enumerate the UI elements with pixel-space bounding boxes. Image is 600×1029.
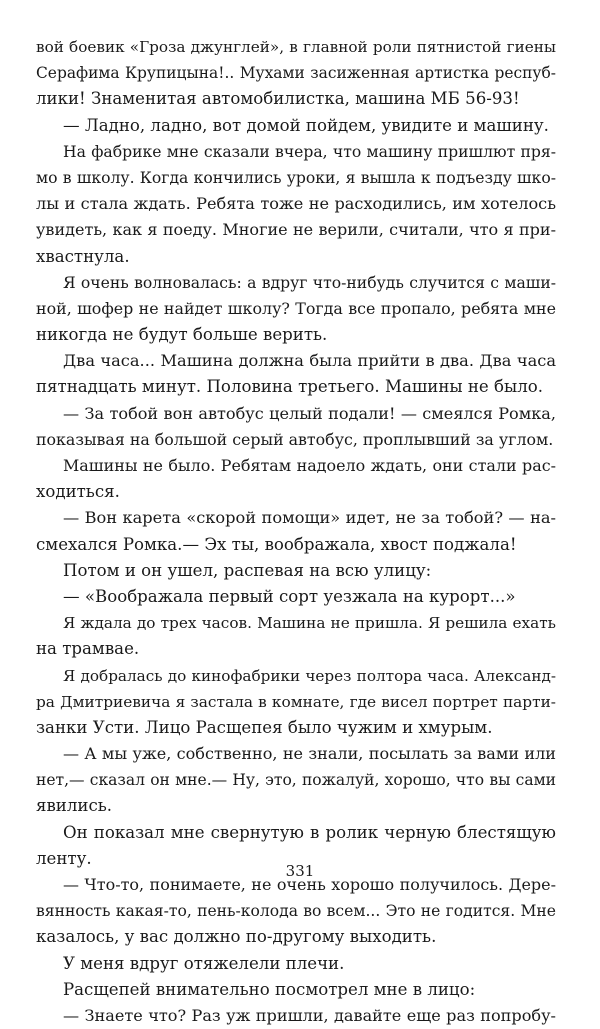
text-line: — «Воображала первый сорт уезжала на курорт...»	[63, 586, 516, 606]
text-line: никогда не будут больше верить.	[36, 325, 328, 345]
text-line: на трамвае.	[36, 639, 140, 659]
text-line: Он показал мне свернутую в ролик черную блестящую	[63, 822, 556, 842]
text-line: Потом и он ушел, распевая на всю улицу:	[63, 560, 432, 580]
text-line: явились.	[36, 796, 113, 816]
text-line: ной, шофер не найдет школу? Тогда все пропало, ребята мне	[36, 298, 556, 318]
text-line: вянность какая-то, пень-колода во всем... Это не годится. Мне	[36, 902, 556, 921]
text-line: Я ждала до трех часов. Машина не пришла. Я решила ехать	[63, 614, 556, 633]
text-line: пятнадцать минут. Половина третьего. Машины не было.	[36, 377, 544, 397]
text-line: — Что-то, понимаете, не очень хорошо получилось. Дере-	[63, 875, 556, 894]
text-line: хвастнула.	[36, 246, 130, 266]
text-line: Я добралась до кинофабрики через полтора часа. Александ-	[63, 666, 556, 685]
text-line: казалось, у вас должно по-другому выходить.	[36, 927, 437, 947]
text-line: Два часа... Машина должна была прийти в два. Два часа	[63, 351, 556, 371]
text-line: — Ладно, ладно, вот домой пойдем, увидите и машину.	[63, 115, 549, 135]
page-number: 331	[285, 862, 315, 880]
text-line: смехался Ромка.— Эх ты, воображала, хвост поджала!	[36, 534, 517, 554]
text-line: показывая на большой серый автобус, проплывший за углом.	[36, 429, 554, 449]
text-line: ходиться.	[36, 482, 120, 502]
text-line: увидеть, как я поеду. Многие не верили, считали, что я при-	[36, 220, 556, 240]
text-line: Серафима Крупицына!.. Мухами засиженная артистка респуб-	[36, 64, 556, 83]
text-line: вой боевик «Гроза джунглей», в главной роли пятнистой гиены	[36, 38, 556, 56]
text-line: Машины не было. Ребятам надоело ждать, они стали рас-	[63, 456, 556, 475]
text-line: — Вон карета «скорой помощи» идет, не за тобой? — на-	[63, 508, 556, 528]
text-line: — За тобой вон автобус целый подали! — смеялся Ромка,	[63, 403, 556, 423]
text-line: У меня вдруг отяжелели плечи.	[63, 953, 345, 973]
text-line: Я очень волновалась: а вдруг что-нибудь случится с маши-	[63, 273, 556, 292]
text-line: занки Усти. Лицо Расщепея было чужим и хмурым.	[36, 717, 493, 737]
text-line: мо в школу. Когда кончились уроки, я вышла к подъезду шко-	[36, 168, 556, 187]
text-line: — А мы уже, собственно, не знали, посылать за вами или	[63, 744, 556, 764]
text-line: ленту.	[36, 848, 92, 868]
text-line: нет,— сказал он мне.— Ну, это, пожалуй, хорошо, что вы сами	[36, 771, 556, 790]
text-line: На фабрике мне сказали вчера, что машину пришлют пря-	[63, 142, 556, 161]
text-line: лы и стала ждать. Ребята тоже не расходились, им хотелось	[36, 194, 556, 214]
text-line: — Знаете что? Раз уж пришли, давайте еще раз попробу-	[63, 1005, 556, 1025]
text-line: лики! Знаменитая автомобилистка, машина МБ 56-93!	[36, 89, 520, 109]
text-line: ра Дмитриевича я застала в комнате, где висел портрет парти-	[36, 692, 556, 711]
text-line: Расщепей внимательно посмотрел мне в лицо:	[63, 979, 476, 999]
